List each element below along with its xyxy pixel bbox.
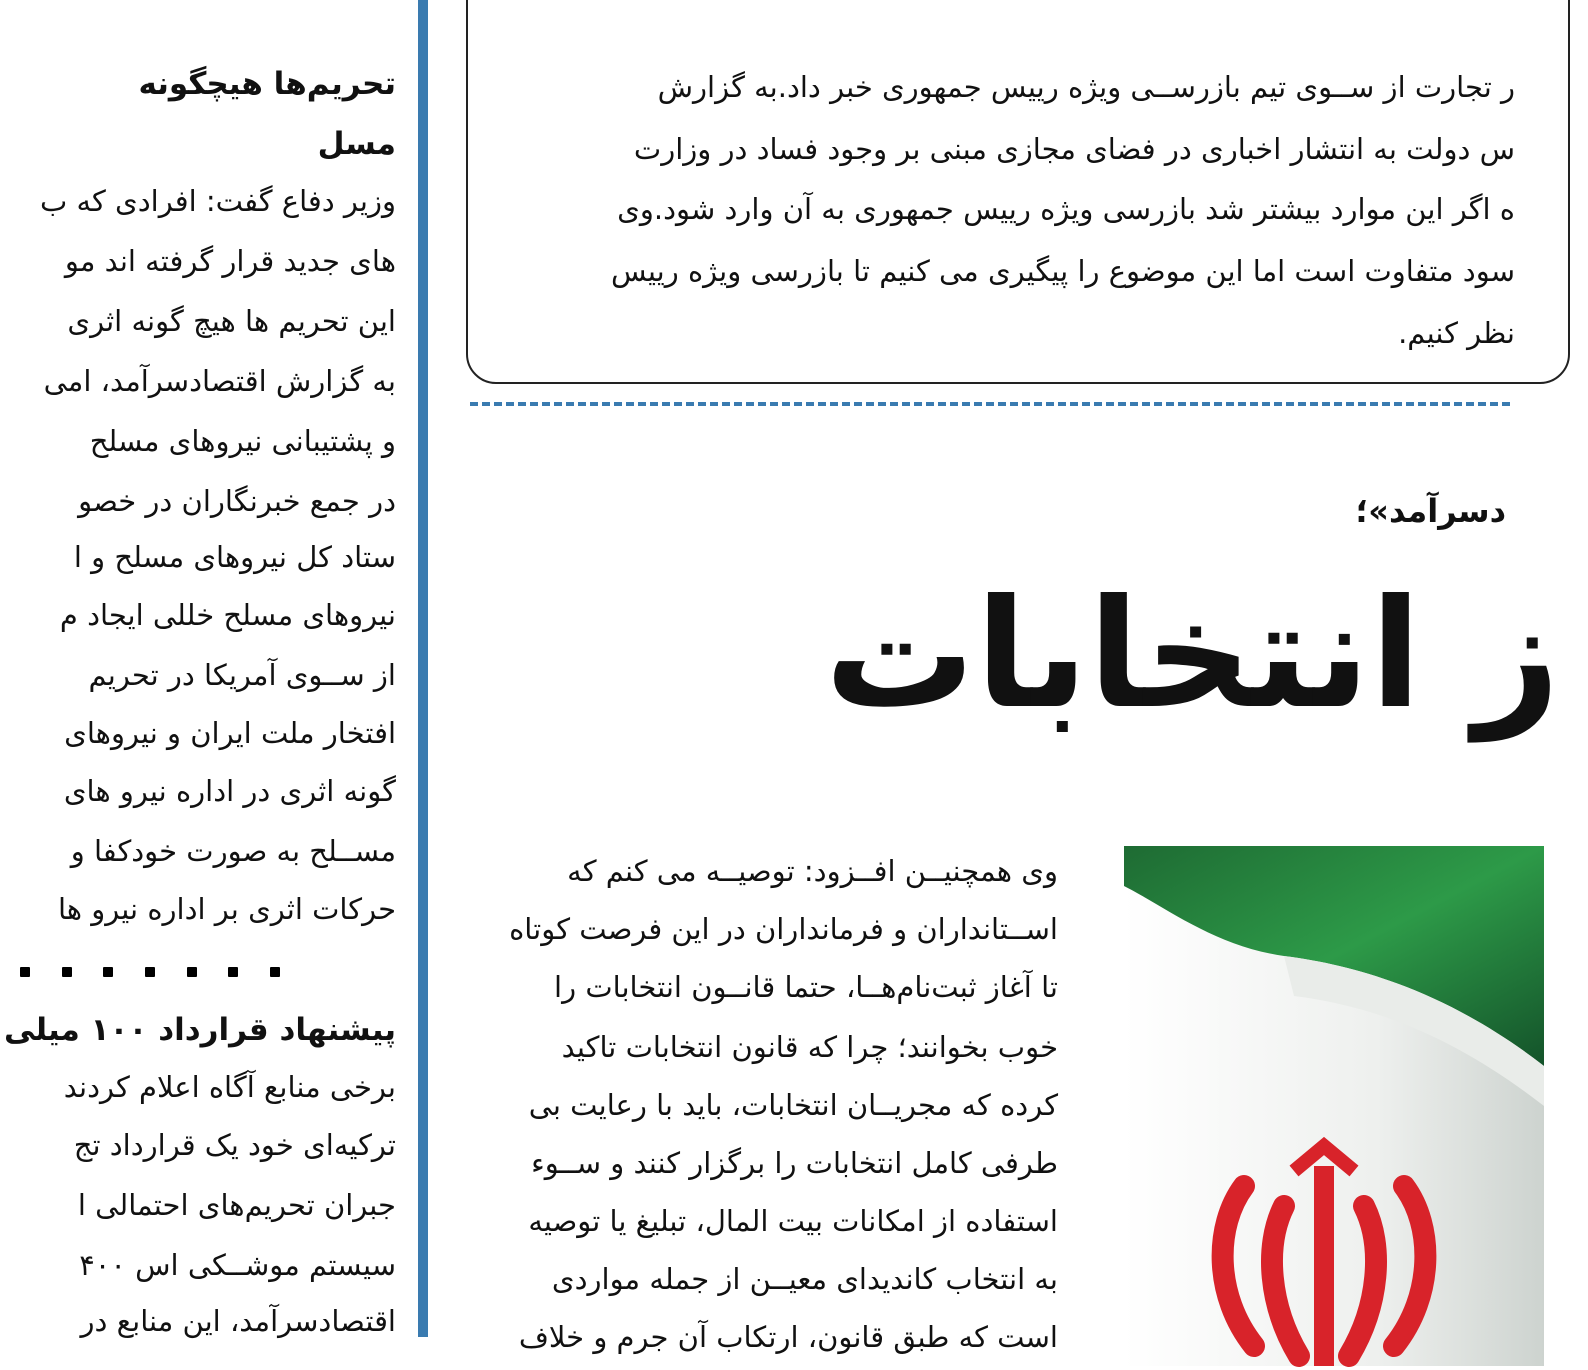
left-body-line: سیستم موشــکی اس ۴۰۰ (79, 1248, 396, 1282)
main-article-line: است که طبق قانون، ارتکاب آن جرم و خلاف (518, 1320, 1058, 1354)
top-article-body (500, 70, 1515, 370)
flag-icon (1124, 846, 1544, 1366)
main-article-headline: ز انتخابات (824, 568, 1560, 742)
top-article-line: س دولت به انتشار اخباری در فضای مجازی مبنی بر وجود فساد در وزارت (633, 132, 1515, 166)
left-headline-2: پیشنهاد قرارداد ۱۰۰ میلی (3, 1012, 396, 1048)
left-body-line: گونه اثری در اداره نیرو های (63, 774, 396, 808)
left-news-column (0, 0, 418, 1337)
left-body-line: برخی منابع آگاه اعلام کردند (63, 1070, 396, 1104)
top-article-line: ه اگر این موارد بیشتر شد بازرسی ویژه رییس جمهوری به آن وارد شود.وی (617, 192, 1515, 226)
left-headline-1-continued: مسل (317, 126, 396, 162)
main-article-line: استفاده از امکانات بیت المال، تبلیغ یا توصیه (528, 1204, 1058, 1238)
left-body-line: نیروهای مسلح خللی ایجاد م (59, 598, 396, 632)
main-article-kicker: دسرآمد»؛ (1355, 492, 1506, 530)
left-body-line: جبران تحریم‌های احتمالی ا (77, 1188, 396, 1222)
left-headline-1: تحریم‌ها هیچگونه (138, 66, 396, 102)
left-column-side-border (418, 0, 428, 1337)
left-body-line: های جدید قرار گرفته اند مو (64, 244, 396, 278)
left-body-line: حرکات اثری بر اداره نیرو ها (57, 892, 396, 926)
main-article-line: به انتخاب کاندیدای معیــن از جمله مواردی (551, 1262, 1058, 1296)
separator-dots (20, 965, 280, 979)
left-body-line: اقتصادسرآمد، این منابع در (80, 1304, 396, 1338)
main-article-line: کرده که مجریــان انتخابات، باید با رعایت بی (528, 1088, 1058, 1122)
left-body-line: به گزارش اقتصادسرآمد، امی (43, 364, 396, 398)
iran-flag-photo (1124, 846, 1544, 1366)
left-body-line: از ســوی آمریکا در تحریم (88, 658, 396, 692)
main-article-line: خوب بخوانند؛ چرا که قانون انتخابات تاکید (561, 1030, 1058, 1064)
left-body-line: این تحریم ها هیچ گونه اثری (67, 304, 396, 338)
left-body-line: وزیر دفاع گفت: افرادی که ب (39, 184, 396, 218)
left-body-line: ترکیه‌ای خود یک قرارداد تج (73, 1128, 396, 1162)
main-article-line: تا آغاز ثبت‌نام‌هــا، حتما قانــون انتخابات را (554, 970, 1058, 1004)
left-body-line: و پشتیبانی نیروهای مسلح (89, 424, 396, 458)
left-body-line: افتخار ملت ایران و نیروهای (64, 716, 396, 750)
top-article-line: ر تجارت از ســوی تیم بازرســی ویژه رییس جمهوری خبر داد.به گزارش (657, 70, 1515, 104)
left-body-line: مســلح به صورت خودکفا و (70, 834, 396, 868)
top-article-line: نظر کنیم. (1398, 316, 1515, 350)
main-article-line: وی همچنیــن افــزود: توصیــه می کنم که (567, 854, 1058, 888)
top-article-line: سود متفاوت است اما این موضوع را پیگیری می کنیم تا بازرسی ویژه رییس (610, 254, 1515, 288)
dashed-divider (470, 402, 1510, 406)
left-body-line: در جمع خبرنگاران در خصو (78, 484, 396, 518)
left-body-line: ستاد کل نیروهای مسلح و ا (73, 540, 396, 574)
main-article-line: طرفی کامل انتخابات را برگزار کنند و ســوء (531, 1146, 1058, 1180)
main-article-line: اســتانداران و فرمانداران در این فرصت کوتاه (509, 912, 1058, 946)
